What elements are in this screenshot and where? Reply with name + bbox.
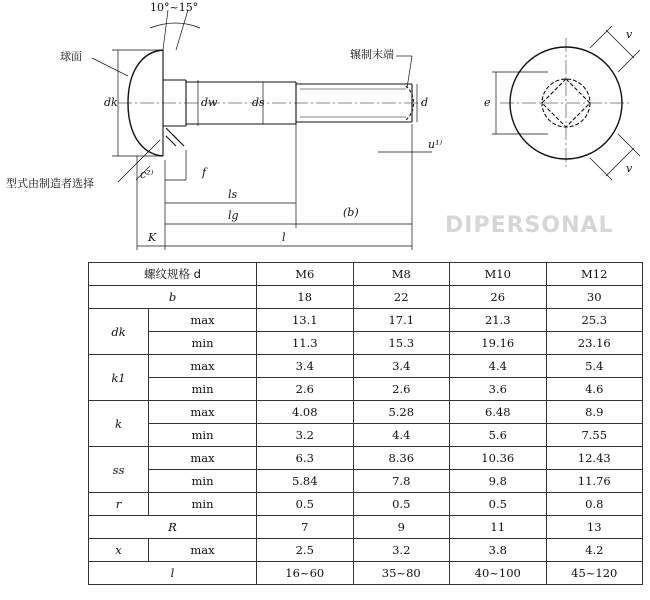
value-cell: 40~100: [450, 562, 547, 585]
angle-dimension: [150, 10, 200, 50]
value-cell: 15.3: [353, 332, 450, 355]
value-cell: 4.4: [353, 424, 450, 447]
table-row: [89, 332, 643, 355]
param-cell: x: [89, 539, 149, 562]
value-cell: 5.6: [450, 424, 547, 447]
value-cell: 3.4: [257, 355, 354, 378]
watermark: DIPERSONAL: [445, 213, 614, 238]
value-cell: 0.5: [257, 493, 354, 516]
dim-f-label: f: [202, 166, 207, 179]
param-cell: k: [89, 401, 149, 447]
value-cell: 10.36: [450, 447, 547, 470]
value-cell: 7.8: [353, 470, 450, 493]
header-size: M6: [257, 263, 354, 286]
dimension-lines: [92, 50, 432, 250]
value-cell: 18: [257, 286, 354, 309]
param-cell: R: [89, 516, 257, 539]
value-cell: 0.5: [353, 493, 450, 516]
table-row: [89, 470, 643, 493]
table-row: [89, 562, 643, 585]
qualifier-cell: min: [149, 332, 257, 355]
value-cell: 11: [450, 516, 547, 539]
dim-v-bottom-label: v: [626, 162, 633, 175]
table-row: [89, 286, 643, 309]
value-cell: 5.84: [257, 470, 354, 493]
param-cell: ss: [89, 447, 149, 493]
value-cell: 9: [353, 516, 450, 539]
param-cell: k1: [89, 355, 149, 401]
label-sphere: 球面: [60, 50, 82, 63]
table-row: [89, 493, 643, 516]
qualifier-cell: min: [149, 424, 257, 447]
value-cell: 5.4: [546, 355, 643, 378]
qualifier-cell: min: [149, 470, 257, 493]
table-row: [89, 378, 643, 401]
dim-ls-label: ls: [228, 188, 238, 201]
qualifier-cell: max: [149, 447, 257, 470]
value-cell: 7: [257, 516, 354, 539]
value-cell: 21.3: [450, 309, 547, 332]
value-cell: 4.4: [450, 355, 547, 378]
value-cell: 11.3: [257, 332, 354, 355]
spec-table: [88, 262, 643, 585]
table-row: [89, 355, 643, 378]
table-row: [89, 424, 643, 447]
value-cell: 3.2: [353, 539, 450, 562]
table-row: [89, 516, 643, 539]
dim-v-top-label: v: [626, 28, 633, 41]
dim-lg-label: lg: [228, 209, 239, 222]
dim-dk-label: dk: [104, 96, 118, 109]
value-cell: 0.5: [450, 493, 547, 516]
value-cell: 8.36: [353, 447, 450, 470]
spec-table-body: [89, 263, 643, 585]
value-cell: 26: [450, 286, 547, 309]
param-cell: r: [89, 493, 149, 516]
qualifier-cell: max: [149, 309, 257, 332]
value-cell: 19.16: [450, 332, 547, 355]
value-cell: 4.6: [546, 378, 643, 401]
value-cell: 13.1: [257, 309, 354, 332]
value-cell: 9.8: [450, 470, 547, 493]
value-cell: 2.5: [257, 539, 354, 562]
bolt-end-view: [500, 38, 632, 168]
value-cell: 23.16: [546, 332, 643, 355]
label-rolled-end: 辗制末端: [350, 48, 394, 61]
dim-k-label: K: [148, 231, 157, 244]
value-cell: 3.6: [450, 378, 547, 401]
value-cell: 3.4: [353, 355, 450, 378]
dim-e-label: e: [484, 96, 491, 109]
value-cell: 3.8: [450, 539, 547, 562]
value-cell: 2.6: [257, 378, 354, 401]
value-cell: 12.43: [546, 447, 643, 470]
qualifier-cell: max: [149, 539, 257, 562]
value-cell: 22: [353, 286, 450, 309]
value-cell: 25.3: [546, 309, 643, 332]
dim-u-label: u¹⁾: [428, 138, 443, 151]
value-cell: 6.48: [450, 401, 547, 424]
header-size: M12: [546, 263, 643, 286]
value-cell: 2.6: [353, 378, 450, 401]
qualifier-cell: min: [149, 378, 257, 401]
value-cell: 35~80: [353, 562, 450, 585]
header-size: M10: [450, 263, 547, 286]
table-row: [89, 401, 643, 424]
value-cell: 45~120: [546, 562, 643, 585]
value-cell: 4.08: [257, 401, 354, 424]
qualifier-cell: min: [149, 493, 257, 516]
dim-l-label: l: [282, 231, 286, 244]
param-cell: b: [89, 286, 257, 309]
qualifier-cell: max: [149, 355, 257, 378]
value-cell: 7.55: [546, 424, 643, 447]
table-row: [89, 447, 643, 470]
value-cell: 30: [546, 286, 643, 309]
dim-d-label: d: [421, 96, 429, 109]
value-cell: 6.3: [257, 447, 354, 470]
value-cell: 17.1: [353, 309, 450, 332]
param-cell: l: [89, 562, 257, 585]
dim-dw-label: dw: [201, 96, 218, 109]
dim-c-label: c²⁾: [140, 168, 154, 181]
table-header-row: [89, 263, 643, 286]
value-cell: 3.2: [257, 424, 354, 447]
value-cell: 16~60: [257, 562, 354, 585]
value-cell: 5.28: [353, 401, 450, 424]
bolt-side-view: [118, 50, 425, 156]
header-label: 螺纹规格 d: [89, 263, 257, 286]
value-cell: 4.2: [546, 539, 643, 562]
value-cell: 11.76: [546, 470, 643, 493]
label-maker-choice: 型式由制造者选择: [6, 177, 94, 190]
bolt-technical-drawing: [0, 0, 650, 258]
dim-b-note: (b): [343, 206, 359, 219]
qualifier-cell: max: [149, 401, 257, 424]
param-cell: dk: [89, 309, 149, 355]
table-row: [89, 309, 643, 332]
value-cell: 13: [546, 516, 643, 539]
value-cell: 0.8: [546, 493, 643, 516]
table-row: [89, 539, 643, 562]
dim-ds-label: ds: [252, 96, 265, 109]
header-size: M8: [353, 263, 450, 286]
value-cell: 8.9: [546, 401, 643, 424]
angle-label: 10°~15°: [150, 1, 199, 14]
